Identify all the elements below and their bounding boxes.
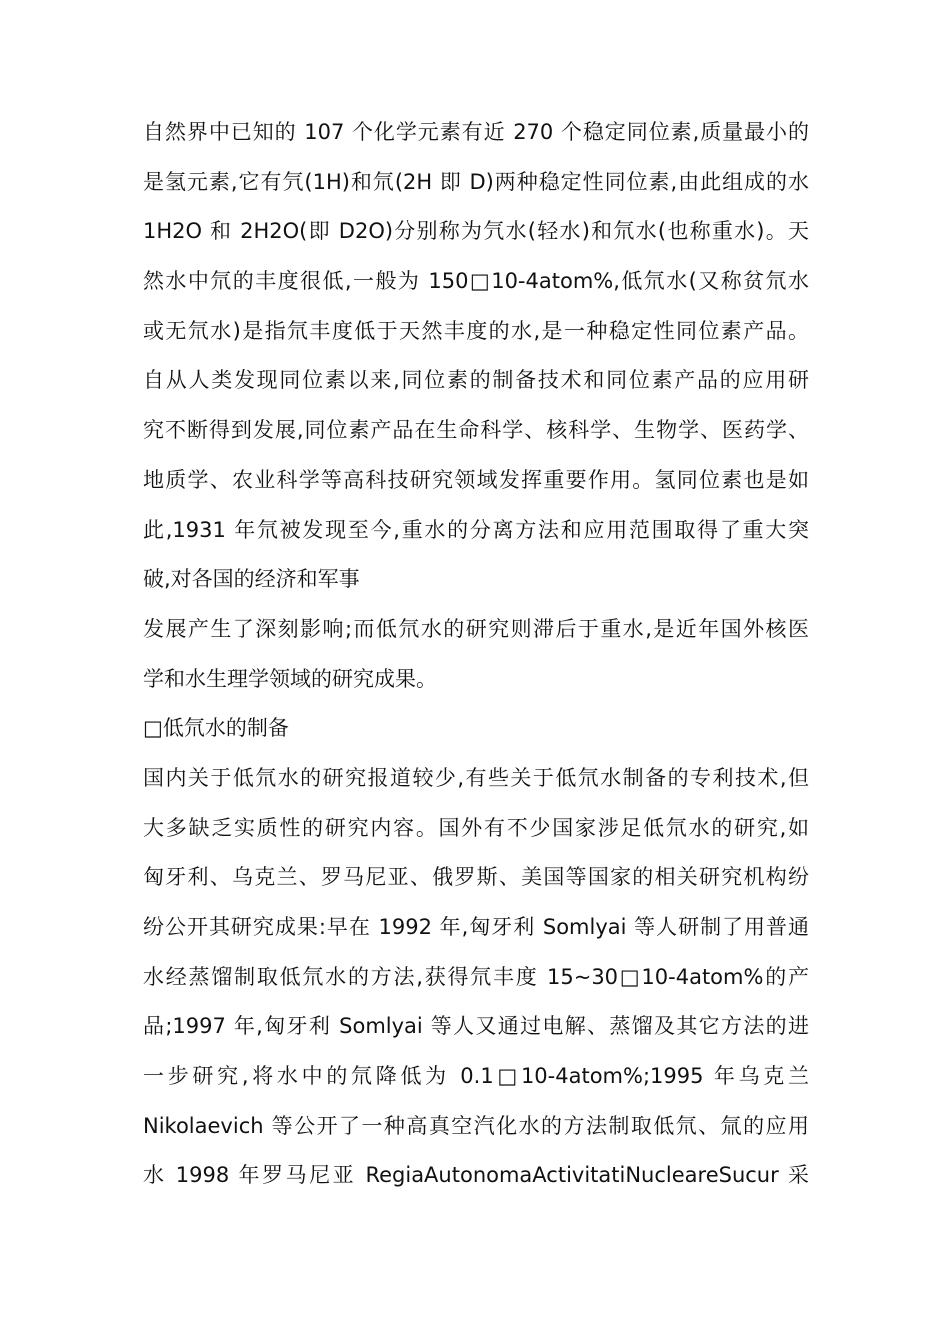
text-line: 然水中氘的丰度很低,一般为 150□10-4atom%,低氘水(又称贫氘水 [143,269,809,294]
text-line: 学和水生理学领域的研究成果。 [143,666,437,691]
text-line: 破,对各国的经济和军事 [143,567,360,592]
document-body [143,108,809,1201]
text-line: 一步研究,将水中的氘降低为 0.1□10-4atom%;1995 年乌克兰 [143,1064,809,1089]
text-line: 国内关于低氘水的研究报道较少,有些关于低氘水制备的专利技术,但 [143,765,809,790]
section-heading: □低氘水的制备 [143,716,289,741]
text-line: 此,1931 年氘被发现至今,重水的分离方法和应用范围取得了重大突 [143,517,809,542]
text-line: 纷公开其研究成果:早在 1992 年,匈牙利 Somlyai 等人研制了用普通 [143,915,809,939]
text-line: 匈牙利、乌克兰、罗马尼亚、俄罗斯、美国等国家的相关研究机构纷 [143,865,809,890]
text-line: 地质学、农业科学等高科技研究领域发挥重要作用。氢同位素也是如 [143,467,809,492]
text-line: Nikolaevich 等公开了一种高真空汽化水的方法制取低氘、氚的应用 [143,1113,809,1138]
text-line: 或无氘水)是指氘丰度低于天然丰度的水,是一种稳定性同位素产品。 [143,318,809,343]
text-line: 1H2O 和 2H2O(即 D2O)分别称为氕水(轻水)和氘水(也称重水)。天 [143,219,809,244]
text-line: 品;1997 年,匈牙利 Somlyai 等人又通过电解、蒸馏及其它方法的进 [143,1014,809,1039]
text-line: 自从人类发现同位素以来,同位素的制备技术和同位素产品的应用研 [143,368,809,393]
text-line: 是氢元素,它有氕(1H)和氘(2H 即 D)两种稳定性同位素,由此组成的水 [143,169,809,194]
text-line: 大多缺乏实质性的研究内容。国外有不少国家涉足低氘水的研究,如 [143,815,809,840]
text-line: 水经蒸馏制取低氘水的方法,获得氘丰度 15~30□10-4atom%的产 [143,964,809,989]
text-line: 自然界中已知的 107 个化学元素有近 270 个稳定同位素,质量最小的 [143,120,809,144]
text-line: 发展产生了深刻影响;而低氘水的研究则滞后于重水,是近年国外核医 [143,616,809,641]
text-line: 究不断得到发展,同位素产品在生命科学、核科学、生物学、医药学、 [143,418,809,443]
text-line: 水 1998 年罗马尼亚 RegiaAutonomaActivitatiNucleareSucur 采 [143,1163,809,1188]
